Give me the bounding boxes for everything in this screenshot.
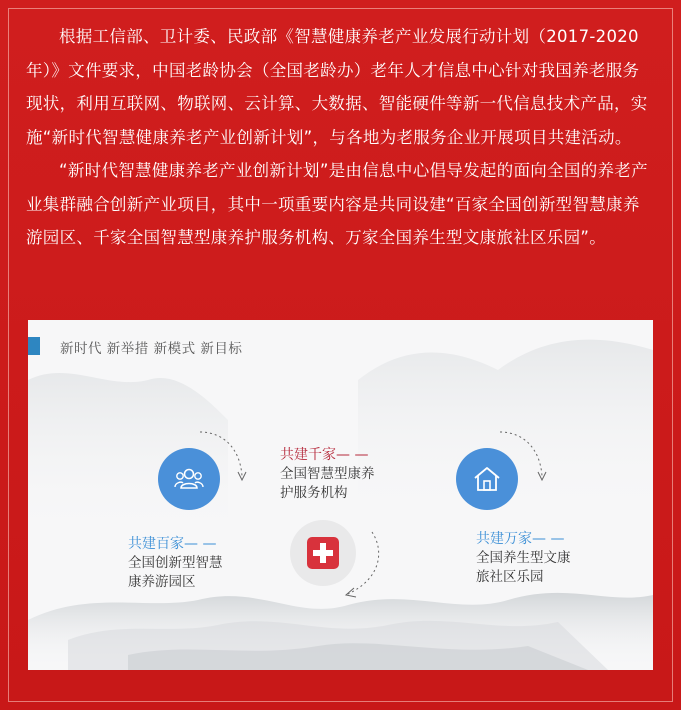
slogan-text: 新时代 新举措 新模式 新目标 bbox=[60, 341, 243, 357]
item-2-title: 共建千家— — bbox=[280, 447, 369, 463]
circle-badge-2 bbox=[290, 520, 356, 586]
item-1-label bbox=[128, 535, 223, 592]
item-3-line-1: 全国养生型文康 bbox=[476, 550, 571, 566]
infographic-panel bbox=[28, 320, 653, 670]
item-1-title: 共建百家— — bbox=[128, 536, 217, 552]
item-2-line-1: 全国智慧型康养 bbox=[280, 466, 375, 482]
accent-bar bbox=[28, 337, 40, 355]
item-3-line-2: 旅社区乐园 bbox=[476, 569, 544, 585]
people-group-icon bbox=[174, 467, 204, 491]
circle-badge-1 bbox=[158, 448, 220, 510]
item-1-line-2: 康养游园区 bbox=[128, 574, 196, 590]
item-3-title: 共建万家— — bbox=[476, 531, 565, 547]
item-2-label bbox=[280, 446, 375, 503]
item-1-line-1: 全国创新型智慧 bbox=[128, 555, 223, 571]
medical-cross-icon bbox=[306, 536, 340, 570]
home-icon bbox=[473, 466, 501, 492]
paragraph-2: “新时代智慧健康养老产业创新计划”是由信息中心倡导发起的面向全国的养老产业集群融合创新产业项目，其中一项重要内容是共同设建“百家全国创新型智慧康养游园区、千家全国智慧型康养护服务机构、万家全国养生型文康旅社区乐园”。 bbox=[26, 161, 648, 247]
item-3-label bbox=[476, 530, 571, 587]
paragraph-1: 根据工信部、卫计委、民政部《智慧健康养老产业发展行动计划（2017-2020年）》文件要求，中国老龄协会（全国老龄办）老年人才信息中心针对我国养老服务现状，利用互联网、物联网、云计算、大数据、智能硬件等新一代信息技术产品，实施“新时代智慧健康养老产业创新计划”，与各地为老服务企业开展项目共建活动。 bbox=[26, 27, 648, 147]
item-2-line-2: 护服务机构 bbox=[280, 485, 348, 501]
article-text bbox=[26, 20, 656, 255]
circle-badge-3 bbox=[456, 448, 518, 510]
